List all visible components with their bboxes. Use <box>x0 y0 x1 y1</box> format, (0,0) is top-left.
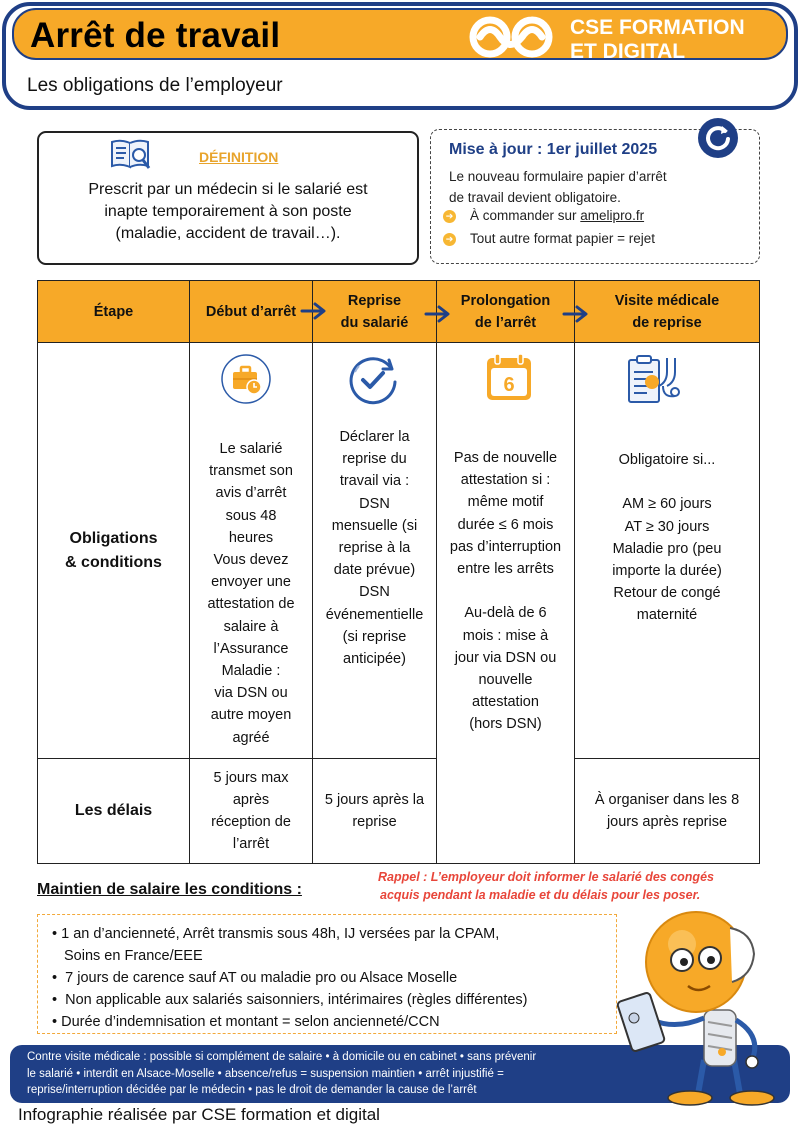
cell-line: 5 jours après la <box>324 791 425 808</box>
medical-clipboard-icon <box>623 352 685 408</box>
cell-line: Au-delà de 6 <box>464 605 547 622</box>
cell-line: anticipée) <box>343 651 406 668</box>
title-bar <box>12 8 788 63</box>
contre-visite-line: le salarié • interdit en Alsace-Moselle • absence/refus = suspension maintien • arrêt injustifié = <box>27 1067 504 1080</box>
page-subtitle: Les obligations de l’employeur <box>27 75 283 96</box>
cell-line: mensuelle (si <box>331 517 418 534</box>
cell-line <box>612 471 722 493</box>
header-reprise-line: du salarié <box>340 314 409 331</box>
cell-line: salaire à <box>223 618 279 635</box>
maintien-title: Maintien de salaire les conditions : <box>37 881 302 898</box>
cell-line: Vous devez <box>213 552 289 569</box>
cell-line: reprise à la <box>338 540 411 557</box>
cell-reprise-delais-text <box>325 789 424 833</box>
page-title: Arrêt de travail <box>30 16 281 55</box>
definition-line: (maladie, accident de travail…). <box>115 225 341 242</box>
cell-line: mois : mise à <box>462 627 549 644</box>
cell-line: Retour de congé <box>613 585 721 602</box>
header-prolongation-line: Prolongation <box>460 292 551 309</box>
maintien-item-text: Durée d’indemnisation et montant = selon ancienneté/CCN <box>61 1014 440 1030</box>
cell-line: pas d’interruption <box>449 538 562 555</box>
cell-line: AT ≥ 30 jours <box>624 518 710 535</box>
cell-visite-delais-text <box>595 789 739 833</box>
cell-line: sous 48 <box>225 507 277 524</box>
cell-line: À organiser dans les 8 <box>594 791 740 808</box>
cell-line: transmet son <box>209 463 293 480</box>
row-label-line: Les délais <box>74 802 153 819</box>
cell-debut-delais-text <box>211 767 291 856</box>
cell-line: importe la durée) <box>612 563 722 580</box>
cell-reprise-delais <box>312 758 437 864</box>
logo-line-2: ET DIGITAL <box>570 40 686 63</box>
cell-line: événementielle <box>325 606 424 623</box>
calendar-number: 6 <box>503 374 515 396</box>
cell-line: Maladie pro (peu <box>612 540 722 557</box>
cell-debut-obligations-text <box>207 438 294 749</box>
cell-line: durée ≤ 6 mois <box>457 516 554 533</box>
cell-prolongation <box>436 342 575 864</box>
cell-line: attestation de <box>207 596 295 613</box>
maintien-item: • 1 an d’ancienneté, Arrêt transmis sous 48h, IJ versées par la CPAM, <box>52 926 500 942</box>
rappel-line: acquis pendant la maladie et du délais pour les poser. <box>380 888 701 902</box>
header-reprise-line: Reprise <box>347 292 402 309</box>
row-label-line: Obligations <box>69 529 158 547</box>
header-prolongation-line: de l’arrêt <box>474 314 537 331</box>
cell-line <box>450 580 561 602</box>
flow-arrow-icon <box>300 301 330 321</box>
calendar-icon <box>484 352 534 404</box>
circular-check-icon <box>345 352 401 408</box>
rappel-note <box>378 868 778 904</box>
cell-line: (si reprise <box>342 628 407 645</box>
cell-line: avis d’arrêt <box>215 485 287 502</box>
cell-line: 5 jours max <box>213 769 289 786</box>
cell-line: jour via DSN ou <box>454 649 557 666</box>
cell-prolongation-text <box>450 447 561 736</box>
cell-line: même motif <box>467 494 544 511</box>
maintien-item-text: 1 an d’ancienneté, Arrêt transmis sous 48h, IJ versées par la CPAM, <box>61 926 500 942</box>
contre-visite-line: reprise/interruption décidée par le médecin • pas le droit de demander la cause de l’arrêt <box>27 1084 477 1096</box>
maintien-item: • Durée d’indemnisation et montant = selon ancienneté/CCN <box>52 1014 440 1030</box>
row-label-delais <box>37 758 190 864</box>
cse-logo-icon <box>466 14 558 60</box>
header-debut <box>189 280 313 343</box>
cell-debut-delais <box>189 758 313 864</box>
update-item-reject <box>443 231 655 246</box>
logo-line-1: CSE FORMATION <box>570 16 745 39</box>
definition-line: inapte temporairement à son poste <box>104 203 352 220</box>
maintien-item-text: Non applicable aux salariés saisonniers, intérimaires (règles différentes) <box>65 992 528 1008</box>
cell-line: attestation <box>472 694 539 711</box>
definition-label: DÉFINITION <box>199 149 279 165</box>
update-line: Le nouveau formulaire papier d’arrêt <box>449 169 667 184</box>
cell-reprise-obligations-text <box>326 426 424 670</box>
cell-line: via DSN ou <box>214 685 288 702</box>
header-visite-line: Visite médicale <box>614 292 720 309</box>
arrow-right-icon: ➔ <box>443 233 456 246</box>
update-item-order <box>443 208 644 223</box>
refresh-icon <box>697 117 739 159</box>
cell-line: reprise du <box>342 451 407 468</box>
maintien-item-text: 7 jours de carence sauf AT ou maladie pro ou Alsace Moselle <box>65 970 458 986</box>
header-etape-label: Étape <box>93 303 134 320</box>
cell-line: maternité <box>636 607 698 624</box>
cell-line: travail via : <box>339 473 410 490</box>
cell-line: jours après reprise <box>606 814 728 830</box>
definition-box <box>37 131 419 265</box>
cell-line: Déclarer la <box>339 429 410 445</box>
rappel-line: Rappel : L’employeur doit informer le salarié des congés <box>378 870 714 884</box>
cell-line: Obligatoire si... <box>618 452 716 468</box>
flow-arrow-icon <box>424 304 454 324</box>
header-visite-line: de reprise <box>632 314 702 331</box>
cell-line: nouvelle <box>478 672 533 689</box>
update-item-text: Tout autre format papier = rejet <box>470 231 655 246</box>
footer-credit: Infographie réalisée par CSE formation et digital <box>18 1105 380 1124</box>
cell-line: Maladie : <box>221 663 281 680</box>
cell-line: autre moyen <box>210 707 292 724</box>
cell-line: reprise <box>352 814 397 830</box>
maintien-item-continuation: Soins en France/EEE <box>64 948 203 964</box>
cell-line: l’arrêt <box>232 836 270 853</box>
obligations-table <box>37 280 760 864</box>
amelipro-link[interactable]: amelipro.fr <box>580 208 645 223</box>
maintien-item: • 7 jours de carence sauf AT ou maladie pro ou Alsace Moselle <box>52 970 458 986</box>
header-debut-label: Début d’arrêt <box>205 303 297 320</box>
cell-line: (hors DSN) <box>469 716 542 733</box>
row-label-line: & conditions <box>65 553 162 571</box>
briefcase-clock-icon <box>220 353 272 405</box>
cell-line: attestation si : <box>460 472 551 489</box>
update-line: de travail devient obligatoire. <box>449 190 621 205</box>
cell-visite-delais <box>574 758 760 864</box>
cell-line: après <box>232 791 270 808</box>
arrow-right-icon: ➔ <box>443 210 456 223</box>
cell-line: entre les arrêts <box>457 561 554 578</box>
cell-line: DSN <box>359 584 390 601</box>
cell-line: date prévue) <box>333 562 416 579</box>
cell-line: l’Assurance <box>213 640 289 657</box>
cell-line: envoyer une <box>211 574 291 591</box>
contre-visite-text <box>27 1049 632 1099</box>
book-magnifier-icon <box>109 136 153 176</box>
maintien-item: • Non applicable aux salariés saisonniers, intérimaires (règles différentes) <box>52 992 528 1008</box>
cell-line: réception de <box>211 814 291 830</box>
maintien-box <box>37 914 617 1034</box>
contre-visite-line: Contre visite médicale : possible si complément de salaire • à domicile ou en cabinet • sans prévenir <box>27 1051 537 1063</box>
mascot-illustration-icon <box>612 910 800 1108</box>
cell-visite-obligations-text <box>612 449 722 627</box>
update-text <box>449 166 667 208</box>
flow-arrow-icon <box>562 304 592 324</box>
header-etape <box>37 280 190 343</box>
definition-line: Prescrit par un médecin si le salarié est <box>88 181 368 198</box>
cell-line: DSN <box>359 495 390 512</box>
header-reprise <box>312 280 437 343</box>
definition-text <box>49 179 407 245</box>
cell-line: Le salarié <box>219 441 283 457</box>
update-item-prefix: À commander sur <box>470 208 581 223</box>
cell-line: heures <box>228 529 274 546</box>
header-visite <box>574 280 760 343</box>
header-prolongation <box>436 280 575 343</box>
row-label-obligations <box>37 342 190 759</box>
cell-line: AM ≥ 60 jours <box>622 496 712 513</box>
cell-line: Pas de nouvelle <box>453 450 558 466</box>
cell-line: agréé <box>232 729 270 746</box>
update-title: Mise à jour : 1er juillet 2025 <box>449 141 658 158</box>
logo-text <box>570 16 745 64</box>
